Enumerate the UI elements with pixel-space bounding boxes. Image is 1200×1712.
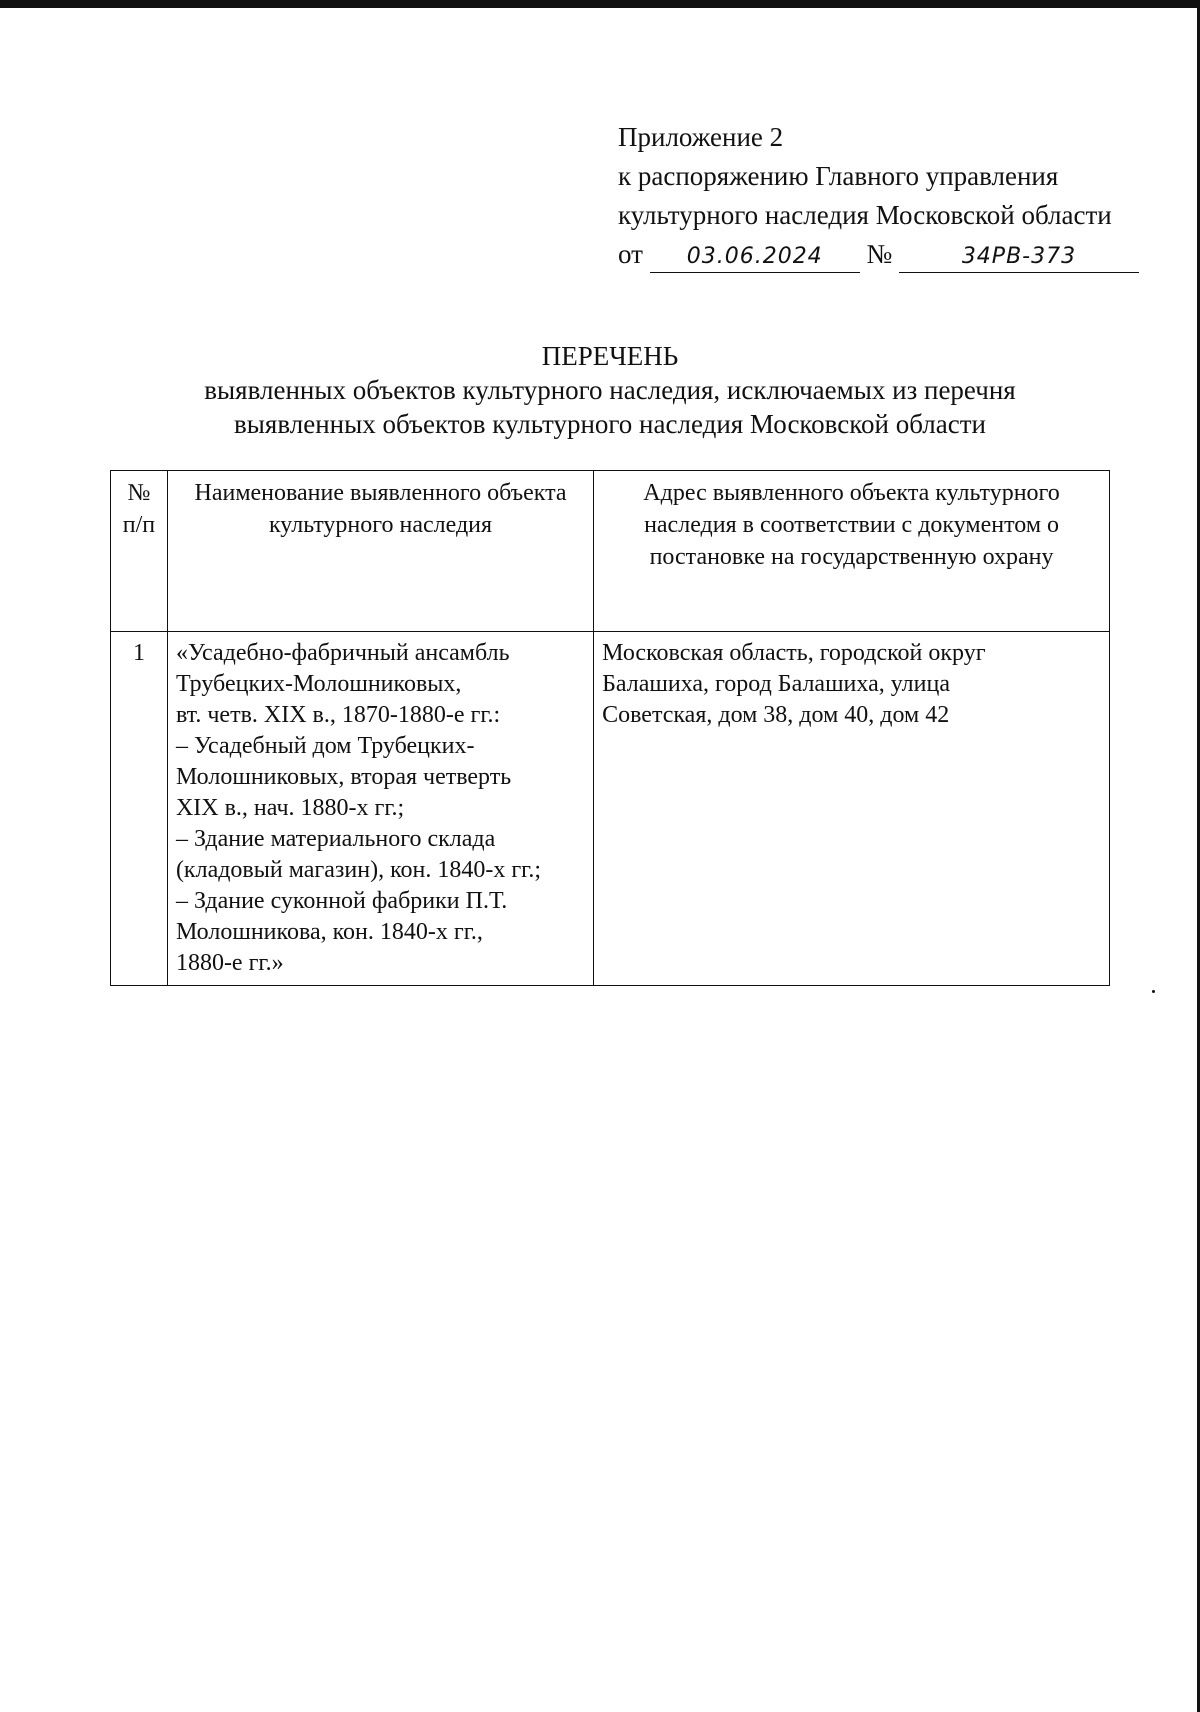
object-address-line: Советская, дом 38, дом 40, дом 42 [602,702,950,728]
object-name-line: XIX в., нач. 1880-х гг.; [175,795,405,821]
document-title-block [100,339,1120,441]
appendix-header [618,118,1178,274]
object-name-line: вт. четв. XIX в., 1870-1880-е гг.: [175,702,501,728]
row-number: 1 [111,632,168,986]
appendix-date-row [618,235,1178,274]
document-subtitle-line-2: выявленных объектов культурного наследия Московской области [234,409,986,439]
object-name-line: 1880-е гг.» [175,950,284,976]
objects-table [110,470,1110,986]
document-title: ПЕРЕЧЕНЬ [541,341,679,371]
object-name-line: – Здание суконной фабрики П.Т. [175,888,508,914]
object-address-line: Московская область, городской округ [602,640,986,666]
document-subtitle-line-1: выявленных объектов культурного наследия, исключаемых из перечня [204,375,1016,405]
object-name-line: – Усадебный дом Трубецких- [175,733,475,759]
table-header-row [111,471,1110,632]
object-address-cell [594,632,1110,986]
handwritten-number: 34РВ-373 [899,242,1139,273]
number-prefix: № [866,239,893,269]
object-name-line: Молошниковых, вторая четверть [175,764,512,790]
appendix-title: Приложение 2 [618,122,784,152]
date-prefix: от [618,239,643,269]
header-name: Наименование выявленного объекта культурного наследия [167,471,593,632]
object-name-line: «Усадебно-фабричный ансамбль [175,640,510,666]
object-name-line: Молошникова, кон. 1840-х гг., [175,919,483,945]
object-name-line: Трубецких-Молошниковых, [175,671,462,697]
object-name-line: (кладовый магазин), кон. 1840-х гг.; [175,857,541,883]
scan-top-border [0,0,1200,8]
appendix-line-2: культурного наследия Московской области [618,200,1112,230]
table-row [111,632,1110,986]
object-name-line: – Здание материального склада [175,826,496,852]
appendix-line-1: к распоряжению Главного управления [618,161,1059,191]
header-number: № п/п [111,471,168,632]
header-address: Адрес выявленного объекта культурного наследия в соответствии с документом о постановке на государственную охрану [594,471,1110,632]
handwritten-date: 03.06.2024 [650,242,860,273]
scan-speck [1152,990,1155,993]
object-address-line: Балашиха, город Балашиха, улица [602,671,950,697]
object-name-cell [167,632,593,986]
